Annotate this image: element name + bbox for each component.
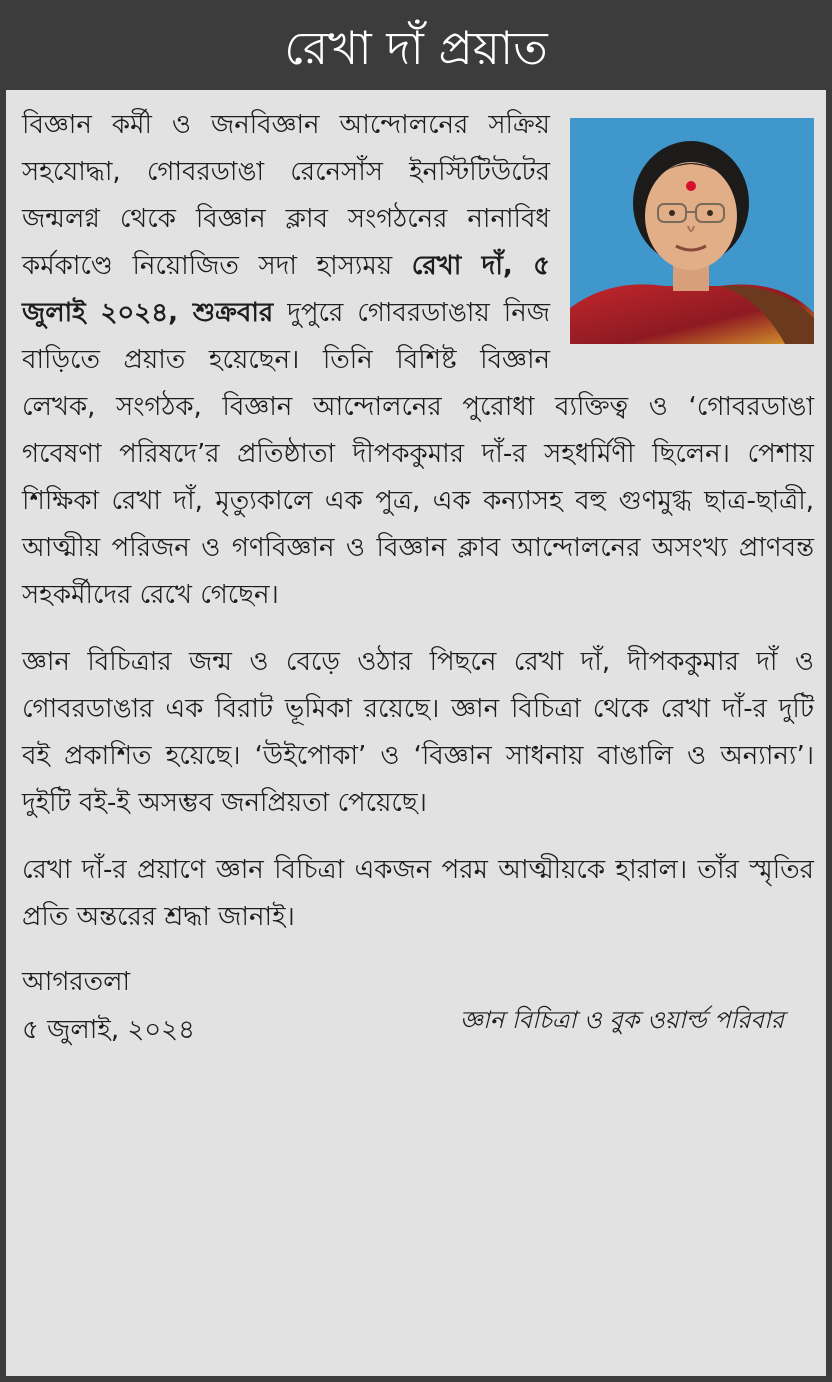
date-label: ৫ জুলাই, ২০২৪ [22,1015,195,1045]
third-paragraph: রেখা দাঁ-র প্রয়াণে জ্ঞান বিচিত্রা একজন পরম আত্মীয়কে হারাল। তাঁর স্মৃতির প্রতি অন্তরের শ্রদ্ধা জানাই। [22,855,814,932]
portrait-illustration [570,118,814,344]
intro-rest-text: দুপুরে গোবরডাঙায় নিজ বাড়িতে প্রয়াত হয়েছেন। তিনি বিশিষ্ট বিজ্ঞান লেখক, সংগঠক, বিজ্ঞান আন্দোলনের পুরোধা ব্যক্তিত্ব ও ‘গোবরডাঙা গবেষণা পরিষদে’র প্রতিষ্ঠাতা দীপককুমার দাঁ-র সহধর্মিণী ছিলেন। পেশায় শিক্ষিকা রেখা দাঁ, মৃত্যুকালে এক পুত্র, এক কন্যাসহ বহু গুণমুগ্ধ ছাত্র-ছাত্রী, আত্মীয় পরিজন ও গণবিজ্ঞান ও বিজ্ঞান ক্লাব আন্দোলনের অসংখ্য প্রাণবন্ত সহকর্মীদের রেখে গেছেন। [22,298,814,610]
intro-text: বিজ্ঞান কর্মী ও জনবিজ্ঞান আন্দোলনের সক্রিয় সহযোদ্ধা, গোবরডাঙা রেনেসাঁস ইনস্টিটিউটের জন্মলগ্ন থেকে বিজ্ঞান ক্লাব সংগঠনের নানাবিধ কর্মকাণ্ডে নিয়োজিত সদা হাস্যময় [22,110,550,281]
name-date-highlight: রেখা দাঁ, ৫ জুলাই ২০২৪, শুক্রবার [22,251,550,328]
place-label: আগরতলা [22,967,131,997]
obituary-content [22,102,814,1069]
obituary-title: রেখা দাঁ প্রয়াত [6,6,826,90]
signature-text: জ্ঞান বিচিত্রা ও বুক ওয়ার্ল্ড পরিবার [459,1006,784,1034]
portrait-photo [570,118,814,344]
signature-block [22,959,814,1069]
second-paragraph: জ্ঞান বিচিত্রার জন্ম ও বেড়ে ওঠার পিছনে রেখা দাঁ, দীপককুমার দাঁ ও গোবরডাঙার এক বিরাট ভূমিকা রয়েছে। জ্ঞান বিচিত্রা থেকে রেখা দাঁ-র দুটি বই প্রকাশিত হয়েছে। ‘উইপোকা’ ও ‘বিজ্ঞান সাধনায় বাঙালি ও অন্যান্য’। দুইটি বই-ই অসম্ভব জনপ্রিয়তা পেয়েছে। [22,647,815,818]
